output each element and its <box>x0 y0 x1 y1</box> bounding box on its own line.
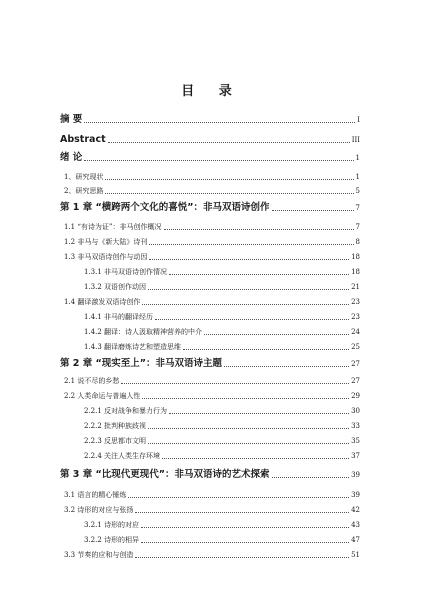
toc-entry-label: 2、研究思路 <box>64 187 104 195</box>
toc-entry-label: 1.3.2 双语创作动因 <box>84 283 147 291</box>
toc-entry[interactable] <box>60 113 360 125</box>
toc-entry-label: 3.3 节奏的应和与创造 <box>64 551 134 559</box>
toc-entry[interactable] <box>64 503 360 515</box>
toc-entry-label: 2.2.3 反思都市文明 <box>84 437 147 445</box>
toc-entry-page: III <box>351 136 360 144</box>
toc-entry[interactable] <box>84 325 360 337</box>
toc-entry-label: Abstract <box>60 134 106 145</box>
toc-entry-page: 1 <box>355 154 360 162</box>
toc-entry[interactable] <box>64 170 360 182</box>
toc-entry-page: 7 <box>355 204 360 212</box>
toc-entry[interactable] <box>64 488 360 500</box>
dot-leader <box>272 209 354 211</box>
dot-leader <box>204 333 349 335</box>
toc-entry[interactable] <box>60 133 360 145</box>
toc-entry[interactable] <box>84 449 360 461</box>
dot-leader <box>105 178 353 180</box>
toc-entry-label: 绪 论 <box>60 152 83 163</box>
dot-leader <box>105 192 353 194</box>
dot-leader <box>142 397 349 399</box>
toc-entry-label: 2.1 说不尽的乡愁 <box>64 377 120 385</box>
toc-entry-page: 30 <box>351 407 360 415</box>
dot-leader <box>135 511 349 513</box>
toc-entry[interactable] <box>64 184 360 196</box>
toc-entry-label: 1.3.1 非马双语诗创作情况 <box>84 268 168 276</box>
toc-entry-page: 37 <box>351 452 360 460</box>
toc-entry-page: 24 <box>351 328 360 336</box>
dot-leader <box>148 288 349 290</box>
toc-entry-page: 35 <box>351 437 360 445</box>
toc-entry-label: 1.4 翻译激发双语诗创作 <box>64 298 141 306</box>
toc-entry[interactable] <box>64 548 360 560</box>
toc-entry-page: 27 <box>351 377 360 385</box>
toc-entry-page: I <box>357 116 360 124</box>
toc-entry-page: 18 <box>351 253 360 261</box>
toc-entry-page: 7 <box>355 223 360 231</box>
toc-entry-label: 2.2.4 关注人类生存环境 <box>84 452 161 460</box>
dot-leader <box>169 273 349 275</box>
toc-entry[interactable] <box>64 374 360 386</box>
toc-entry-page: 39 <box>351 471 360 479</box>
toc-entry-page: 39 <box>351 491 360 499</box>
toc-entry-label: 1.2 非马与《新大陆》诗刊 <box>64 238 148 246</box>
toc-entry-label: 1.3 非马双语诗创作与动因 <box>64 253 148 261</box>
dot-leader <box>84 159 353 161</box>
toc-entry-page: 8 <box>355 238 360 246</box>
toc-entry-label: 3.2.2 诗形的相异 <box>84 536 140 544</box>
page-title: 目 录 <box>181 84 242 99</box>
toc-entry-label: 1.4.2 翻译：诗人汲取精神营养的中介 <box>84 328 203 336</box>
dot-leader <box>148 427 349 429</box>
toc-entry[interactable] <box>60 201 360 213</box>
toc-entry-label: 1.4.3 翻译磨炼诗艺和塑造思维 <box>84 343 182 351</box>
toc-entry[interactable] <box>64 389 360 401</box>
toc-entry[interactable] <box>64 295 360 307</box>
toc-entry-page: 42 <box>351 506 360 514</box>
toc-entry-label: 第 2 章 “现实至上”：非马双语诗主题 <box>60 358 223 369</box>
dot-leader <box>272 476 350 478</box>
toc-entry-page: 5 <box>355 187 360 195</box>
toc-entry-label: 第 3 章 “比现代更现代”：非马双语诗的艺术探索 <box>60 469 270 480</box>
toc-entry-page: 27 <box>351 360 360 368</box>
toc-entry-page: 21 <box>351 283 360 291</box>
toc-entry[interactable] <box>84 434 360 446</box>
toc-entry-label: 1、研究现状 <box>64 173 104 181</box>
toc-entry-page: 51 <box>351 551 360 559</box>
toc-entry-label: 1.4.1 非马的翻译经历 <box>84 313 154 321</box>
toc-entry-label: 3.2.1 诗形的对应 <box>84 521 140 529</box>
toc-entry-page: 47 <box>351 536 360 544</box>
toc-entry-page: 33 <box>351 422 360 430</box>
toc-entry[interactable] <box>60 151 360 163</box>
toc-entry-label: 2.2.2 批判种族歧视 <box>84 422 147 430</box>
toc-entry-page: 29 <box>351 392 360 400</box>
dot-leader <box>149 258 349 260</box>
dot-leader <box>155 318 349 320</box>
dot-leader <box>108 141 350 143</box>
toc-entry[interactable] <box>64 235 360 247</box>
dot-leader <box>148 442 349 444</box>
dot-leader <box>141 541 349 543</box>
dot-leader <box>128 496 349 498</box>
toc-entry[interactable] <box>84 404 360 416</box>
dot-leader <box>224 365 349 367</box>
toc-entry-label: 3.1 语言的精心锤炼 <box>64 491 127 499</box>
toc-entry-label: 2.2.1 反对战争和暴力行为 <box>84 407 168 415</box>
dot-leader <box>121 382 349 384</box>
toc-entry[interactable] <box>84 310 360 322</box>
toc-entry-page: 1 <box>355 173 360 181</box>
toc-entry[interactable] <box>84 280 360 292</box>
toc-entry[interactable] <box>84 265 360 277</box>
toc-entry-label: 3.2 诗形的对应与张扬 <box>64 506 134 514</box>
toc-entry[interactable] <box>84 419 360 431</box>
toc-entry-page: 18 <box>351 268 360 276</box>
toc-entry-label: 摘 要 <box>60 114 83 125</box>
dot-leader <box>141 526 349 528</box>
toc-entry-page: 23 <box>351 313 360 321</box>
toc-entry-page: 25 <box>351 343 360 351</box>
dot-leader <box>142 303 349 305</box>
toc-entry[interactable] <box>84 518 360 530</box>
toc-entry-label: 1.1 “有诗为证”：非马创作概况 <box>64 223 162 231</box>
toc-entry-label: 2.2 人类命运与普遍人性 <box>64 392 141 400</box>
toc-entry[interactable] <box>60 357 360 369</box>
dot-leader <box>162 457 349 459</box>
toc-entry[interactable] <box>64 250 360 262</box>
dot-leader <box>84 121 355 123</box>
dot-leader <box>183 348 349 350</box>
toc-entry[interactable] <box>60 468 360 480</box>
dot-leader <box>149 243 353 245</box>
toc-entry-page: 43 <box>351 521 360 529</box>
dot-leader <box>135 556 349 558</box>
dot-leader <box>169 412 349 414</box>
toc-entry[interactable] <box>84 533 360 545</box>
toc-entry[interactable] <box>64 220 360 232</box>
toc-entry-label: 第 1 章 “横跨两个文化的喜悦”：非马双语诗创作 <box>60 202 270 213</box>
dot-leader <box>164 228 354 230</box>
toc-entry[interactable] <box>84 340 360 352</box>
toc-entry-page: 23 <box>351 298 360 306</box>
